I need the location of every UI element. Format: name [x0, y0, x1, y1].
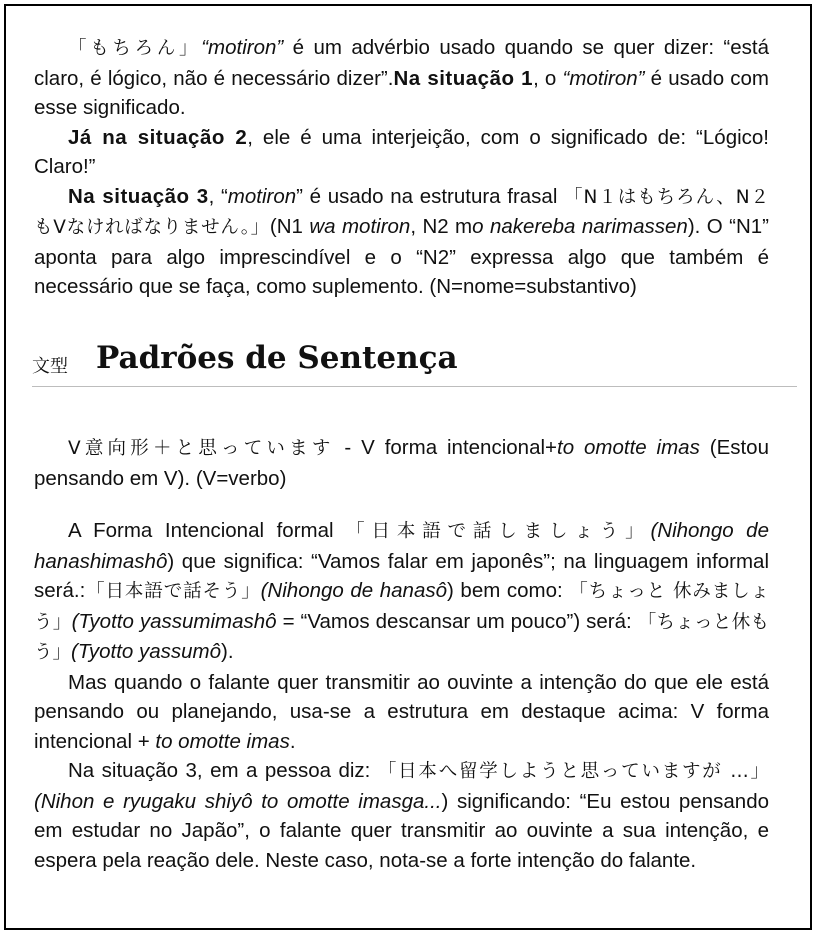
romaji-term: (Nihongo de hanasô — [260, 579, 448, 602]
text-run: (N1 — [269, 215, 310, 238]
text-run: . — [289, 729, 296, 753]
text-run: ). — [221, 640, 234, 663]
text-run: , ele é uma interjeição, com o significado de: “Lógico! Claro!” — [34, 125, 769, 178]
paragraph-situation-3-example — [34, 756, 769, 875]
text-run: ” é usado na estrutura frasal — [296, 184, 565, 208]
text-run: é usado com esse significado. — [34, 66, 769, 119]
jp-pattern: V意向形＋と思っています — [68, 438, 335, 459]
jp-phrase: 「日本語で話しましょう」 — [346, 521, 651, 542]
jp-phrase: 「日本語で話そう」 — [85, 581, 261, 602]
page-frame — [4, 4, 812, 930]
romaji-term: to omotte imas — [557, 436, 700, 459]
romaji-term: “motiron” — [201, 36, 284, 59]
intro-text — [34, 33, 769, 302]
paragraph-speaker-intention — [34, 668, 769, 757]
text-run: A Forma Intencional formal — [68, 519, 347, 542]
text-run: , N2 m — [410, 215, 473, 238]
section-heading — [32, 340, 797, 387]
romaji-term: motiron — [227, 184, 297, 208]
explanation-text — [34, 516, 769, 875]
text-run: Na situação 3, em a pessoa diz: — [68, 759, 378, 782]
pattern-paragraph — [34, 433, 769, 493]
text-run: ) que significa: “Vamos falar em japonês”; na linguagem informal será.: — [34, 549, 769, 602]
romaji-term: o nakereba narimassen — [472, 215, 688, 238]
romaji-term: (Nihongo de hanashimashô — [34, 519, 769, 573]
romaji-term: to omotte imas — [155, 729, 290, 753]
heading-kanji: 文型 — [32, 356, 68, 377]
jp-phrase: 「ちょっと休もう」 — [34, 611, 769, 663]
paragraph-situation-3 — [34, 182, 769, 302]
jp-term: 「もちろん」 — [68, 38, 202, 59]
situation-3-label: Na situação 3 — [68, 184, 209, 208]
text-run: ). O “N1” aponta para algo imprescindível e o “N2” expressa algo que também é necessário que se faça, como suplemento. (N=nome=substantivo) — [34, 215, 769, 298]
jp-phrase: 「日本へ留学しようと思っていますが …」 — [377, 761, 769, 782]
heading-title: Padrões de Sentença — [96, 340, 458, 376]
paragraph-situation-2 — [34, 123, 769, 182]
jp-sentence: 「N１はもちろん、N２もVなければなりません。」 — [34, 186, 769, 238]
jp-phrase: 「ちょっと 休みましょう」 — [34, 581, 769, 633]
romaji-term: “motiron” — [562, 66, 645, 90]
text-run: ) significando: “Eu estou pensando em estudar no Japão”, o falante quer transmitir ao ouvinte a sua intenção, e espera pela reação dele. Neste caso, nota-se a forte intenção do falante. — [34, 789, 769, 872]
text-run: Mas quando o falante quer transmitir ao ouvinte a intenção do que ele está pensando ou planejando, usa-se a estrutura em destaque acima: V forma intencional + — [34, 670, 769, 753]
romaji-term: (Tyotto yassumô — [71, 640, 222, 663]
text-run: , “ — [208, 184, 228, 208]
text-run: é um advérbio usado quando se quer dizer: “está claro, é lógico, não é necessário dizer”. — [34, 36, 769, 90]
pattern-text — [34, 433, 769, 493]
text-run: (Estou pensando em V). (V=verbo) — [34, 436, 769, 490]
situation-2-label: Já na situação 2 — [68, 125, 248, 149]
romaji-term: (Tyotto yassumimashô — [71, 609, 277, 633]
paragraph-motiron-adverb — [34, 33, 769, 123]
situation-1-label: Na situação 1 — [393, 66, 534, 90]
text-run: ) bem como: — [447, 579, 570, 602]
text-run: = “Vamos descansar um pouco”) será: — [276, 609, 638, 633]
text-run: , o — [533, 66, 563, 90]
paragraph-intentional-form — [34, 516, 769, 668]
romaji-term: wa motiron — [309, 215, 411, 238]
text-run: - V forma intencional+ — [334, 436, 557, 459]
romaji-term: (Nihon e ryugaku shiyô to omotte imasga... — [34, 789, 442, 813]
